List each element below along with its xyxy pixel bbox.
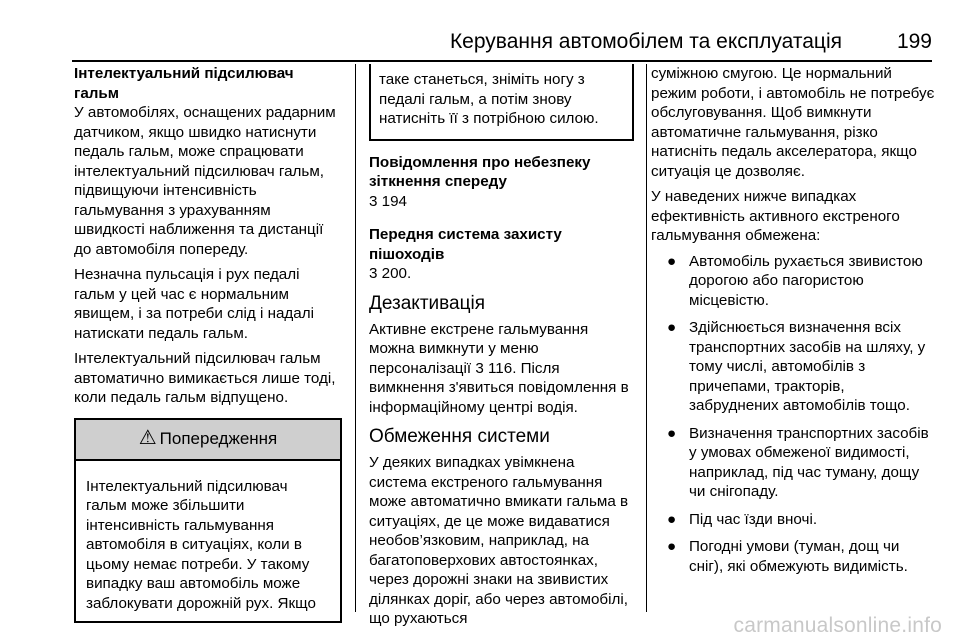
list-item-text: Визначення транспортних засобів у умовах обмеженої видимості, наприклад, під час туману, дощу чи снігопаду. [689, 424, 929, 500]
chapter-title: Керування автомобілем та експлуатація [449, 30, 842, 53]
warning-box [74, 418, 342, 624]
bullet-icon: ● [667, 424, 677, 442]
list-item [651, 252, 936, 311]
warning-header [76, 420, 340, 461]
page-header [72, 30, 932, 60]
list-item [651, 537, 936, 576]
section-heading-smart-brake: Інтелектуальний підсилювач гальм [74, 65, 294, 102]
warning-box-continued: таке станеться, зніміть ногу з педалі гальм, а потім знову натисніть її з потрібною силою. [369, 64, 634, 141]
column-3 [651, 64, 936, 584]
column-divider-2 [646, 64, 647, 612]
bullet-icon: ● [667, 252, 677, 270]
list-item-text: Автомобіль рухається звивистою дорогою або пагористою місцевістю. [689, 252, 923, 309]
section-heading-deactivation: Дезактивація [369, 292, 485, 314]
list-item-text: Здійснюється визначення всіх транспортних засобів на шляху, у тому числі, автомобілів з причепами, тракторів, забруднених автомобілів тощо. [689, 319, 926, 414]
page-number: 199 [896, 30, 932, 53]
warning-text: Інтелектуальний підсилювач гальм може збільшити інтенсивність гальмування автомобіля в ситуаціях, коли в цьому немає потреби. У такому випадку ваш автомобіль може заблокувати дорожній рух. Якщо [86, 477, 316, 612]
paragraph: Інтелектуальний підсилювач гальм автоматично вимикається лише тоді, коли педаль гальм відпущено. [74, 350, 336, 406]
watermark: carmanualsonline.info [733, 614, 942, 637]
list-item [651, 424, 936, 502]
paragraph: У деяких випадках увімкнена система екстреного гальмування може автоматично вмикати гальма в ситуаціях, де це може видаватися необов’язковим, наприклад, на багатоповерхових автостоянках, через дорожні знаки на звивистих ділянках доріг, або через автомобілі, що рухаються [369, 454, 629, 627]
section-heading-pedestrian-protection: Передня система захисту пішоходів [369, 226, 562, 263]
bullet-icon: ● [667, 538, 677, 555]
column-1 [74, 64, 342, 623]
paragraph: суміжною смугою. Це нормальний режим роботи, і автомобіль не потребує обслуговування. Щоб вимкнути автоматичне гальмування, різко натисніть педаль акселератора, якщо ситуація це дозволяє. [651, 65, 935, 180]
section-heading-collision-alert: Повідомлення про небезпеку зіткнення спереду [369, 153, 591, 190]
bullet-icon: ● [667, 319, 677, 336]
page-reference[interactable]: 3 194 [369, 192, 408, 210]
header-rule [72, 60, 932, 62]
paragraph: У наведених нижче випадках ефективність активного екстреного гальмування обмежена: [651, 188, 900, 244]
paragraph: Незначна пульсація і рух педалі гальм у цей час є нормальним явищем, і за потреби слід і надалі натискати педаль гальм. [74, 266, 314, 342]
section-heading-system-limits: Обмеження системи [369, 426, 550, 447]
list-item-text: Погодні умови (туман, дощ чи сніг), які обмежують видимість. [689, 538, 908, 575]
list-item [651, 510, 936, 530]
paragraph: Активне екстрене гальмування можна вимкнути у меню персоналізації 3 116. Після вимкнення з'явиться повідомлення в інформаційному центрі водія. [369, 320, 629, 416]
column-2 [369, 64, 634, 635]
column-divider-1 [355, 64, 356, 612]
list-item [651, 318, 936, 416]
paragraph: У автомобілях, оснащених радарним датчиком, якщо швидко натиснути педаль гальм, може спрацювати інтелектуальний підсилювач гальм, підвищуючи інтенсивність гальмування з урахуванням швидкості наближення та дистанції до автомобіля попереду. [74, 104, 336, 258]
warning-icon: ⚠ [138, 427, 157, 450]
page-reference[interactable]: 3 200. [369, 265, 412, 282]
bullet-icon: ● [667, 510, 677, 528]
limitations-list [651, 252, 936, 577]
warning-title: Попередження [159, 429, 278, 449]
list-item-text: Під час їзди вночі. [689, 510, 818, 528]
